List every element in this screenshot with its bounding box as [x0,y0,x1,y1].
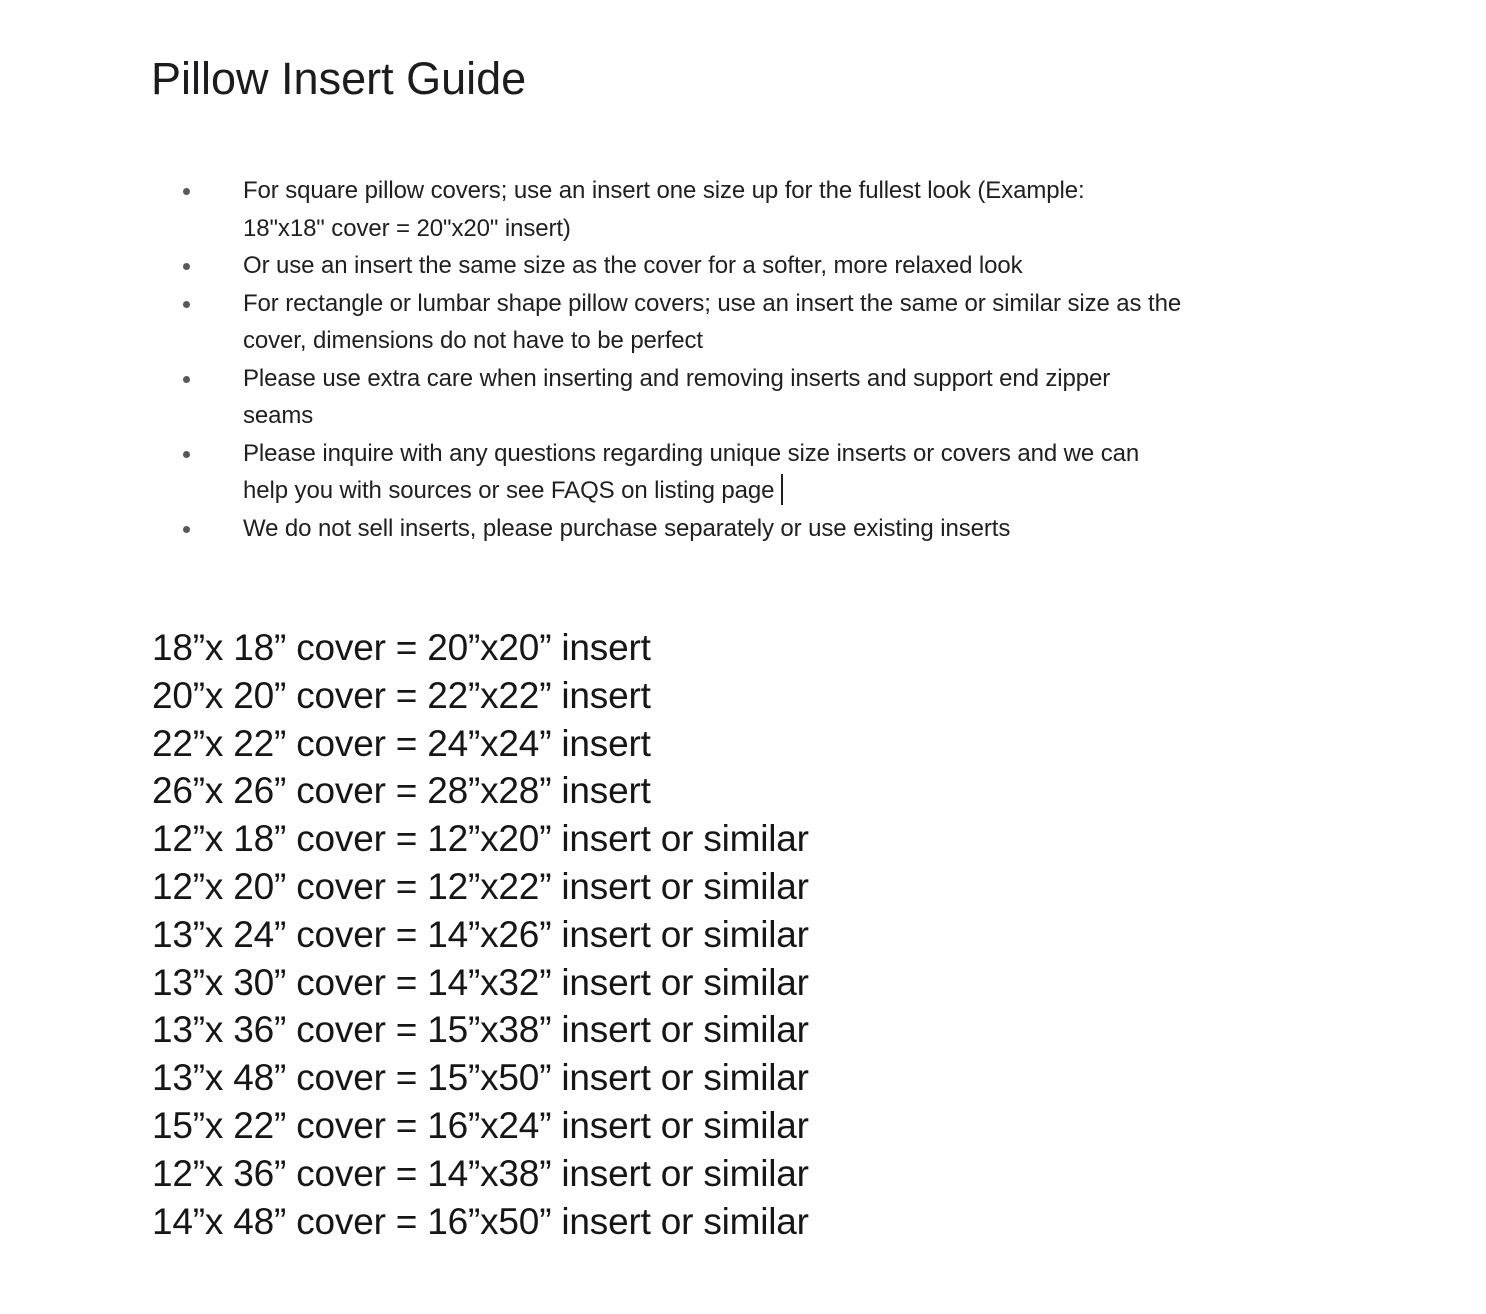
bullet-line: We do not sell inserts, please purchase separately or use existing inserts [243,514,1011,542]
bullet-line-with-caret[interactable] [243,472,1486,510]
bullet-dot-icon [183,263,190,270]
size-guide-row: 14”x 48” cover = 16”x50” insert or similar [152,1200,809,1242]
size-guide-row: 15”x 22” cover = 16”x24” insert or similar [152,1104,809,1146]
bullet-list [0,172,1486,547]
size-guide-row: 12”x 36” cover = 14”x38” insert or similar [152,1152,809,1194]
bullet-dot-icon [183,451,190,458]
bullet-line: Or use an insert the same size as the cover for a softer, more relaxed look [243,252,1023,279]
bullet-item [0,435,1486,510]
bullet-line: For square pillow covers; use an insert one size up for the fullest look (Example: [243,177,1085,204]
size-guide-row: 12”x 20” cover = 12”x22” insert or similar [152,865,809,907]
size-guide-row: 22”x 22” cover = 24”x24” insert [152,722,651,764]
bullet-line: Please use extra care when inserting and removing inserts and support end zipper [243,364,1111,392]
page-title: Pillow Insert Guide [151,53,527,104]
bullet-line: 18"x18" cover = 20"x20" insert) [243,214,571,242]
size-guide-row: 20”x 20” cover = 22”x22” insert [152,674,651,716]
size-guide-row: 13”x 36” cover = 15”x38” insert or similar [152,1009,809,1051]
bullet-item [0,360,1486,435]
bullet-item [0,247,1486,285]
bullet-item [0,285,1486,360]
bullet-dot-icon [183,526,190,533]
bullet-item [0,510,1486,548]
size-guide-row: 18”x 18” cover = 20”x20” insert [152,627,651,668]
bullet-line: seams [243,402,314,429]
size-guide-row: 12”x 18” cover = 12”x20” insert or similar [152,818,809,860]
size-guide-row: 26”x 26” cover = 28”x28” insert [152,770,651,812]
text-cursor [781,474,783,505]
size-guide-list [152,624,809,1245]
bullet-line: For rectangle or lumbar shape pillow covers; use an insert the same or similar size as the [243,289,1182,317]
size-guide-row: 13”x 30” cover = 14”x32” insert or similar [152,961,809,1003]
bullet-item [0,172,1486,247]
bullet-dot-icon [183,188,190,195]
bullet-dot-icon [183,376,190,383]
bullet-line: Please inquire with any questions regarding unique size inserts or covers and we can [243,439,1140,467]
bullet-dot-icon [183,301,190,308]
size-guide-row: 13”x 24” cover = 14”x26” insert or similar [152,913,809,955]
bullet-line: cover, dimensions do not have to be perfect [243,327,703,354]
bullet-line-text: help you with sources or see FAQS on listing page [243,477,775,504]
size-guide-row: 13”x 48” cover = 15”x50” insert or similar [152,1057,809,1099]
